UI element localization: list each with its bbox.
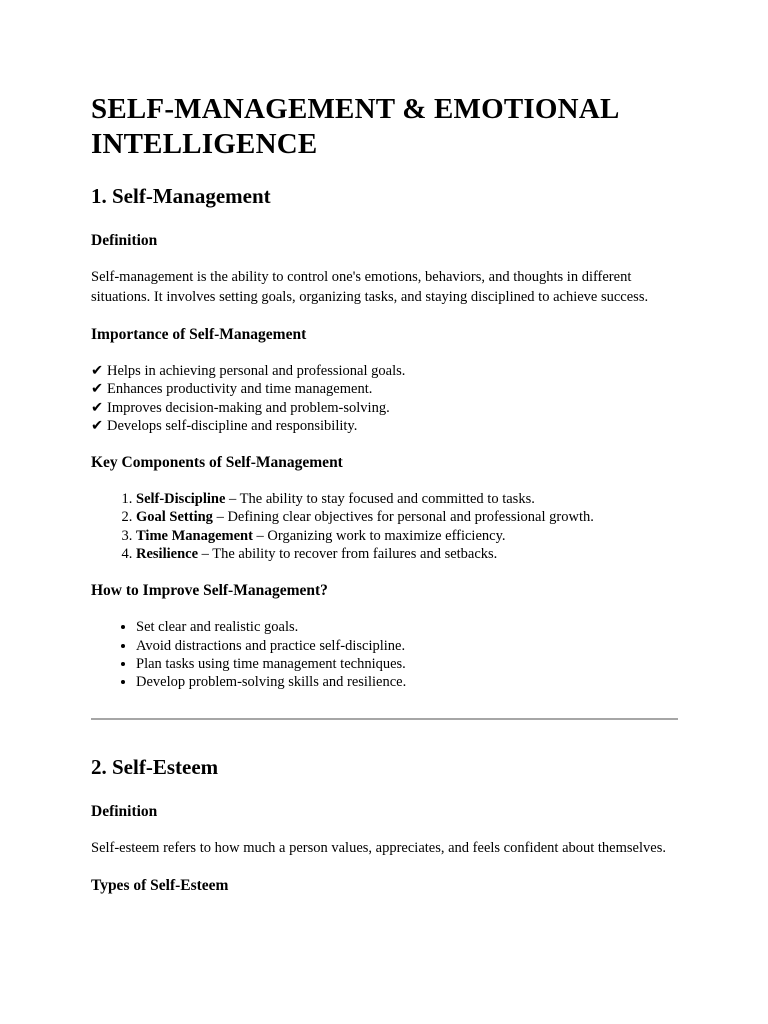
definition-text: Self-esteem refers to how much a person values, appreciates, and feels confident about themselves. (91, 839, 666, 856)
importance-list (91, 362, 678, 435)
improve-item: • Develop problem-solving skills and resilience. (136, 673, 678, 691)
check-icon: ✔ (91, 417, 104, 434)
section-heading-self-esteem: 2. Self-Esteem (91, 754, 219, 779)
improve-item: • Set clear and realistic goals. (136, 618, 678, 636)
importance-item-text: Enhances productivity and time management. (107, 381, 373, 398)
component-item (136, 508, 678, 526)
component-desc: – The ability to recover from failures and setbacks. (198, 546, 498, 563)
component-desc: – Organizing work to maximize efficiency. (252, 527, 506, 544)
definition-text: Self-management is the ability to control one's emotions, behaviors, and thoughts in different situations. It involves setting goals, organizing tasks, and staying disciplined to achieve success. (91, 269, 649, 305)
importance-item-text: Improves decision-making and problem-solving. (107, 399, 390, 416)
importance-heading: Importance of Self-Management (91, 326, 307, 343)
components-heading: Key Components of Self-Management (91, 454, 343, 472)
component-desc: – The ability to stay focused and committed to tasks. (225, 491, 535, 508)
component-term: Resilience (136, 546, 199, 563)
check-icon: ✔ (91, 363, 104, 379)
definition-heading: Definition (91, 802, 158, 820)
importance-item-text: Helps in achieving personal and professional goals. (107, 363, 406, 379)
section-heading-self-management: 1. Self-Management (91, 184, 271, 208)
check-icon: ✔ (91, 381, 104, 398)
component-term: Goal Setting (136, 509, 213, 526)
component-term: Time Management (136, 527, 253, 544)
importance-item (91, 380, 678, 398)
importance-item-text: Develops self-discipline and responsibility. (107, 417, 358, 434)
importance-item (91, 417, 678, 435)
importance-item (91, 399, 678, 417)
component-item (136, 490, 678, 508)
check-icon: ✔ (91, 399, 104, 416)
document-title: SELF-MANAGEMENT & EMOTIONAL INTELLIGENCE (91, 93, 618, 160)
types-heading: Types of Self-Esteem (91, 877, 229, 895)
component-desc: – Defining clear objectives for personal and professional growth. (212, 509, 594, 526)
component-item (136, 545, 678, 563)
improve-item: • Plan tasks using time management techniques. (136, 655, 678, 673)
component-item (136, 527, 678, 545)
improve-heading: How to Improve Self-Management? (91, 582, 328, 600)
component-term: Self-Discipline (136, 491, 226, 508)
importance-item (91, 362, 678, 380)
components-list (91, 490, 678, 563)
definition-heading: Definition (91, 232, 158, 249)
improve-item: • Avoid distractions and practice self-discipline. (136, 637, 678, 655)
improve-list (91, 618, 678, 691)
section-divider (91, 718, 678, 720)
